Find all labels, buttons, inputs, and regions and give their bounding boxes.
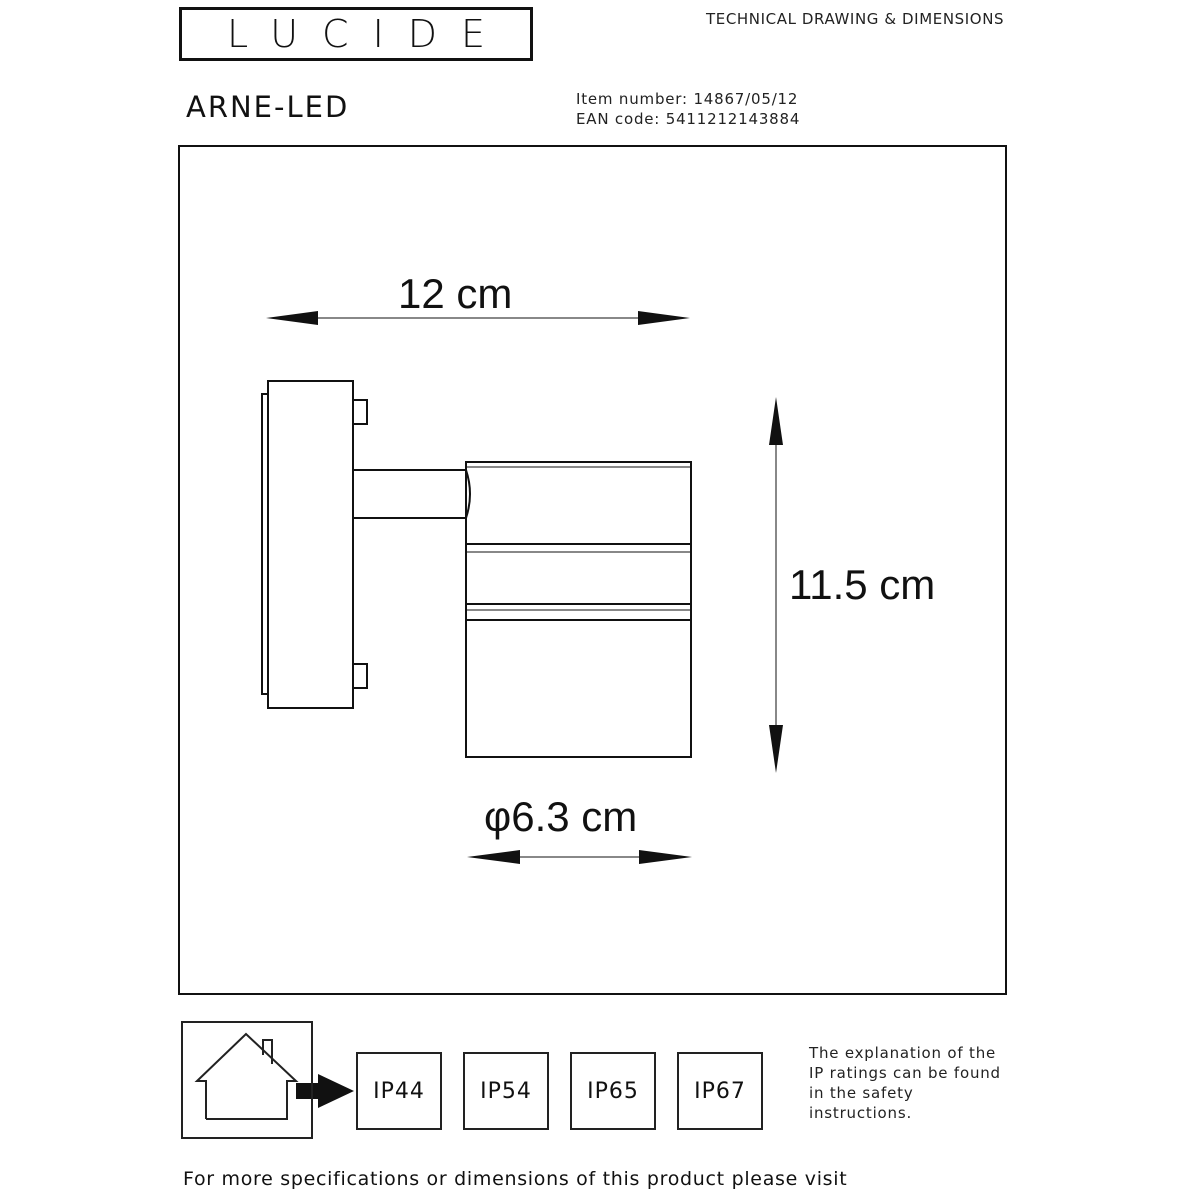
ean-value: 5411212143884 <box>665 110 801 128</box>
ean-label: EAN code: <box>576 110 661 128</box>
ip-note-line: in the safety <box>809 1084 914 1102</box>
ip-rating-ip67: IP67 <box>677 1052 763 1130</box>
indoor-outdoor-frame <box>181 1021 313 1139</box>
footer-note: For more specifications or dimensions of this product please visit <box>183 1168 848 1190</box>
diameter-dimension-line <box>467 850 692 864</box>
ip-rating-ip44: IP44 <box>356 1052 442 1130</box>
brand-logo: LUCIDE <box>226 12 510 56</box>
width-dimension-label: 12 cm <box>398 270 513 317</box>
item-number-value: 14867/05/12 <box>693 90 799 108</box>
ip-rating-ip65: IP65 <box>570 1052 656 1130</box>
height-dimension-label: 11.5 cm <box>789 561 936 608</box>
fixture-outline <box>262 381 691 757</box>
diameter-dimension-label: φ6.3 cm <box>484 793 638 840</box>
ip-note-line: IP ratings can be found <box>809 1064 1001 1082</box>
product-name: ARNE-LED <box>186 90 350 124</box>
ip-rating-ip54: IP54 <box>463 1052 549 1130</box>
ip-explanation-note <box>809 1043 1009 1123</box>
ip-note-line: The explanation of the <box>809 1044 997 1062</box>
document-type-label: TECHNICAL DRAWING & DIMENSIONS <box>706 10 1005 28</box>
height-dimension-line <box>769 397 783 773</box>
ip-note-line: instructions. <box>809 1104 913 1122</box>
item-number-label: Item number: <box>576 90 688 108</box>
